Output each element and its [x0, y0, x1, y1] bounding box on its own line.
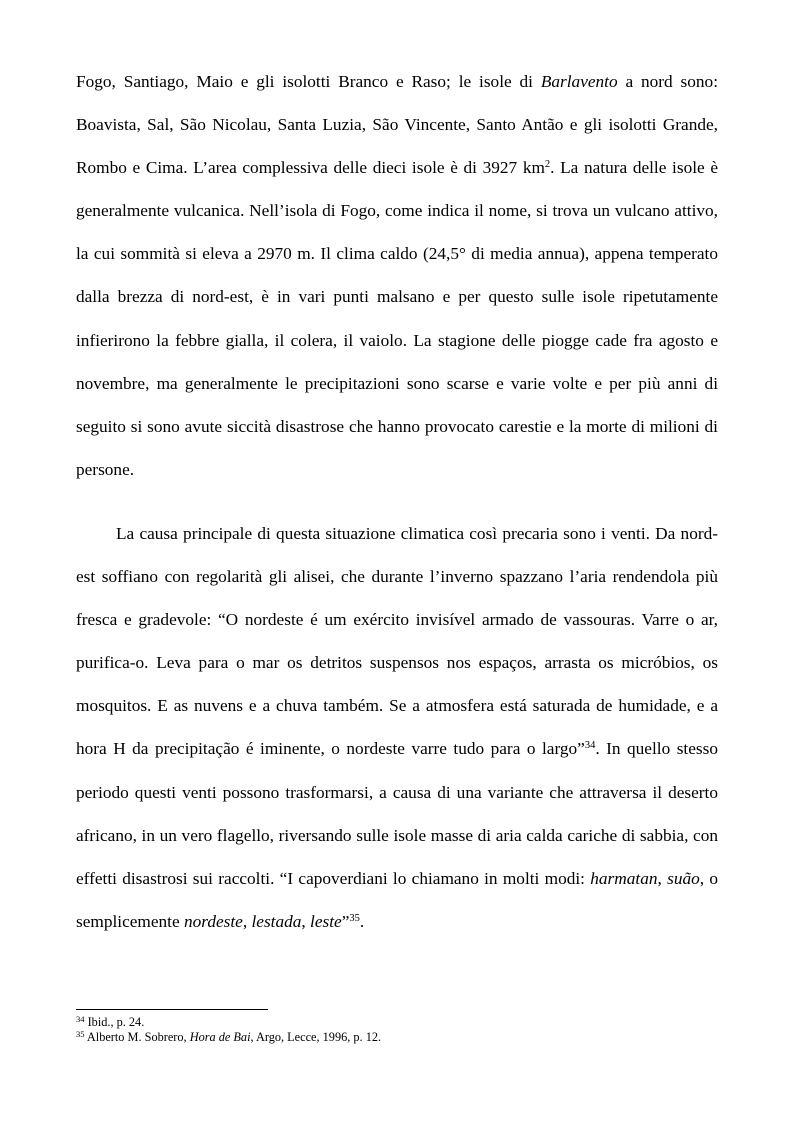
text-span: Fogo, Santiago, Maio e gli isolotti Branco e Raso; le isole di	[76, 72, 541, 91]
italic-term: Barlavento	[540, 72, 618, 91]
italic-term: lestada	[251, 911, 302, 931]
text-span: ”	[341, 911, 350, 931]
footnote-34	[76, 1015, 718, 1030]
footnote-title: Hora de Bai	[189, 1030, 251, 1044]
text-span: ,	[301, 911, 311, 931]
footnote-ref-35[interactable]: 35	[349, 912, 360, 924]
italic-term: suão	[667, 868, 700, 888]
text-span: La causa principale di questa situazione climatica così precaria sono i venti. Da nord-est soffiano con regolarità gli alisei, che durante l’inverno spazzano l’aria rendendola più fresca e gradevole: “O nordeste é um exército invisível armado de vassouras. Varre o ar, purifica-o. Leva para o mar os detritos suspensos nos espaços, arrasta os micróbios, os mosquitos. E as nuvens e a chuva também. Se a atmosfera está saturada de humidade, e a hora H da precipitação é iminente, o nordeste varre tudo para o largo”	[76, 524, 718, 759]
text-span: ,	[242, 911, 252, 931]
text-span: . In quello stesso periodo questi venti possono trasformarsi, a causa di una variante che attraversa il deserto africano, in un vero flagello, riversando sulle isole masse di aria calda cariche di sabbia, con effetti disastrosi sui raccolti. “I capoverdiani lo chiamano in molti modi:	[76, 739, 718, 888]
italic-term: nordeste	[183, 911, 243, 931]
text-span: ,	[657, 868, 668, 888]
italic-term: leste	[310, 911, 342, 931]
footnote-ref-34[interactable]: 34	[584, 740, 596, 752]
footnote-text: Ibid., p. 24.	[84, 1015, 145, 1029]
text-span: .	[359, 911, 365, 931]
footnote-35	[76, 1030, 718, 1045]
footnote-number: 34	[76, 1014, 85, 1024]
footnote-text: Alberto M. Sobrero,	[84, 1030, 190, 1044]
footnote-text: , Argo, Lecce, 1996, p. 12.	[250, 1030, 382, 1044]
footnote-number: 35	[76, 1029, 85, 1039]
footnotes	[76, 1015, 718, 1045]
text-span: , o semplicemente	[76, 868, 719, 931]
superscript: 2	[544, 159, 551, 171]
footnote-separator	[76, 1009, 268, 1010]
text-span: . La natura delle isole è generalmente vulcanica. Nell’isola di Fogo, come indica il nome, si trova un vulcano attivo, la cui sommità si eleva a 2970 m. Il clima caldo (24,5° di media annua), appena temperato dalla brezza di nord-est, è in vari punti malsano e per questo sulle isole ripetutamente infierirono la febbre gialla, il colera, il vaiolo. La stagione delle piogge cade fra agosto e novembre, ma generalmente le precipitazioni sono scarse e varie volte e per più anni di seguito si sono avute siccità disastrose che hanno provocato carestie e la morte di milioni di persone.	[76, 158, 719, 479]
paragraph-islands	[76, 60, 718, 491]
text-span: a nord sono: Boavista, Sal, São Nicolau, Santa Luzia, São Vincente, Santo Antão e gli isolotti Grande, Rombo e Cima. L’area complessiva delle dieci isole è di 3927 km	[76, 72, 718, 178]
italic-term: harmatan	[590, 868, 658, 888]
paragraph-winds	[76, 512, 718, 943]
